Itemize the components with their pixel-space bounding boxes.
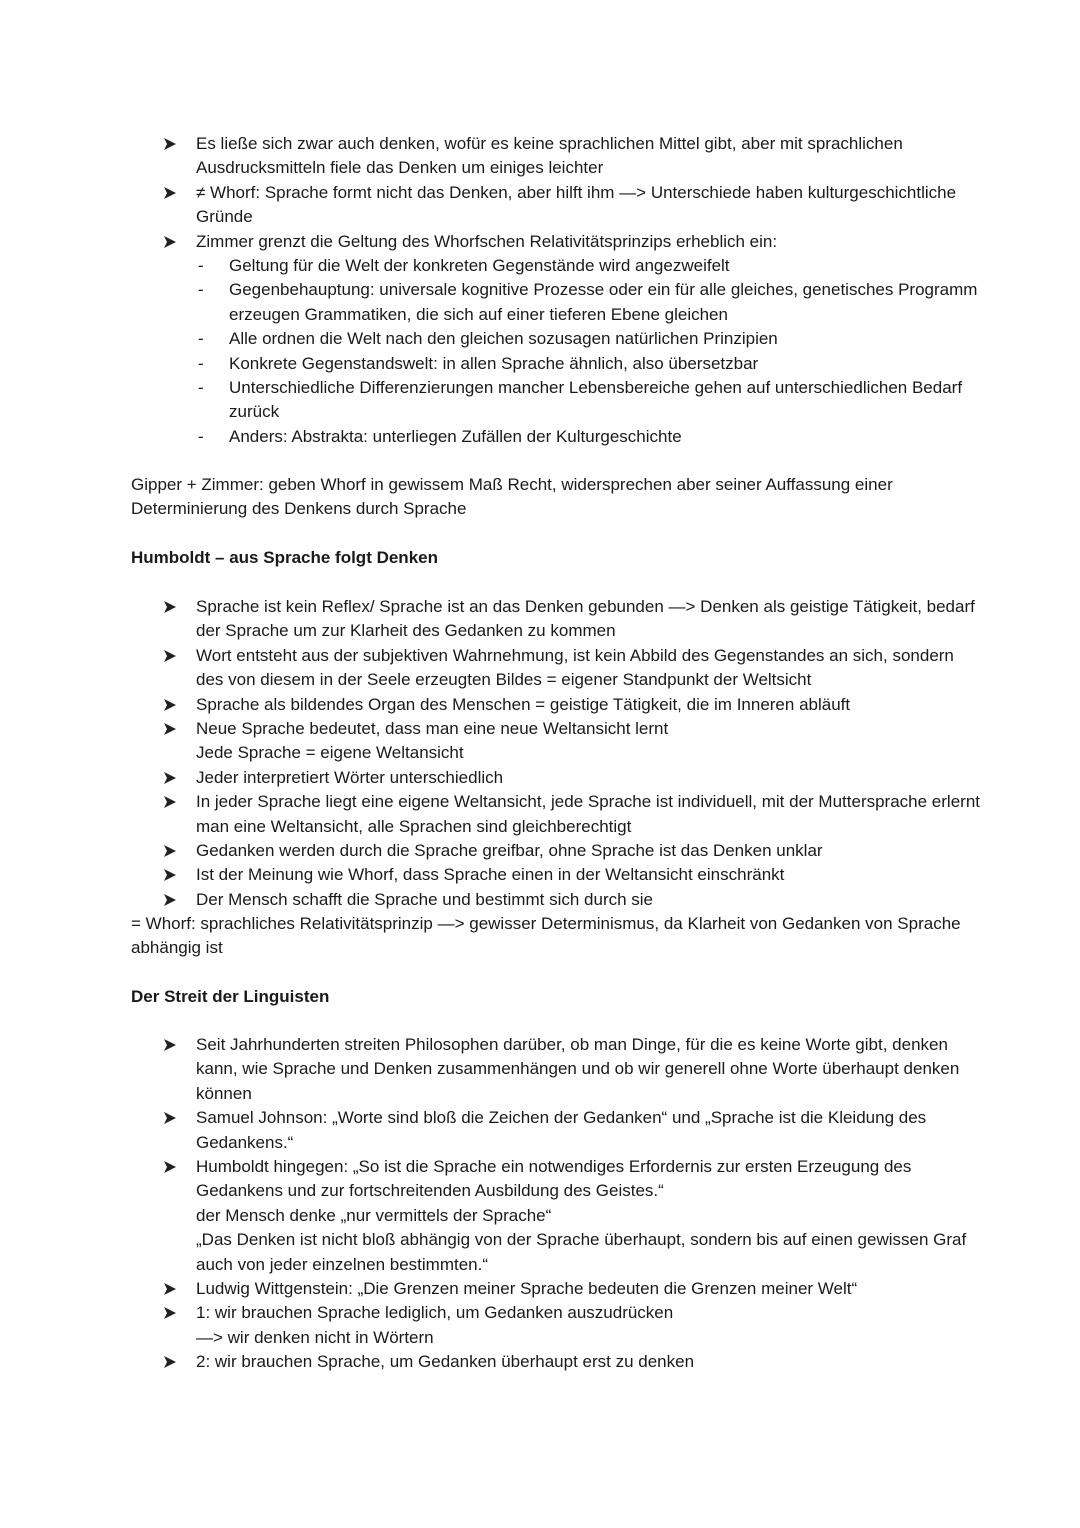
sub-list-item: - Anders: Abstrakta: unterliegen Zufällen der Kulturgeschichte <box>198 425 983 449</box>
bullet-list <box>163 1033 983 1375</box>
bullet-list <box>163 132 983 254</box>
section-whorf-critique <box>163 132 983 449</box>
dash-sublist <box>163 254 983 449</box>
list-item: Seit Jahrhunderten streiten Philosophen darüber, ob man Dinge, für die es keine Worte gibt, denken kann, wie Sprache und Denken zusammenhängen und ob wir generell ohne Worte überhaupt denken können <box>163 1033 983 1106</box>
list-item: Sprache ist kein Reflex/ Sprache ist an das Denken gebunden —> Denken als geistige Tätigkeit, bedarf der Sprache um zur Klarheit des Gedanken zu kommen <box>163 595 983 644</box>
list-item <box>163 230 983 254</box>
section-streit <box>163 1033 983 1375</box>
sub-list-item: - Konkrete Gegenstandswelt: in allen Sprache ähnlich, also übersetzbar <box>198 352 983 376</box>
list-item: Sprache als bildendes Organ des Menschen = geistige Tätigkeit, die im Inneren abläuft <box>163 693 983 717</box>
arrowhead-bullet-icon <box>163 839 181 858</box>
bullet-list <box>163 595 983 912</box>
list-item: Jeder interpretiert Wörter unterschiedlich <box>163 766 983 790</box>
sub-list-item: - Geltung für die Welt der konkreten Gegenstände wird angezweifelt <box>198 254 983 278</box>
list-item: Humboldt hingegen: „So ist die Sprache ein notwendiges Erfordernis zur ersten Erzeugung des Gedankens und zur fortschreitenden Ausbildung des Geistes.“ der Mensch denke „nur vermittels der Sprache“ „Das Denken ist nicht bloß abhängig von der Sprache überhaupt, sondern bis auf einen gewissen Graf auch von jeder einzelnen bestimmten.“ <box>163 1155 983 1277</box>
arrowhead-bullet-icon <box>163 230 181 249</box>
arrowhead-bullet-icon <box>163 790 181 809</box>
arrowhead-bullet-icon <box>163 863 181 882</box>
dash-bullet: - <box>198 378 204 398</box>
arrowhead-bullet-icon <box>163 181 181 200</box>
dash-bullet: - <box>198 426 204 446</box>
arrowhead-bullet-icon <box>163 693 181 712</box>
list-item <box>163 181 983 230</box>
bullet-text: Es ließe sich zwar auch denken, wofür es keine sprachlichen Mittel gibt, aber mit sprachlichen Ausdrucksmitteln fiele das Denken um einiges leichter <box>196 134 903 178</box>
arrowhead-bullet-icon <box>163 644 181 663</box>
section-heading-streit: Der Streit der Linguisten <box>131 987 330 1006</box>
bullet-text: ≠ Whorf: Sprache formt nicht das Denken, aber hilft ihm —> Unterschiede haben kulturgeschichtliche Gründe <box>196 182 957 227</box>
list-item: Der Mensch schafft die Sprache und bestimmt sich durch sie <box>163 888 983 912</box>
gipper-paragraph: Gipper + Zimmer: geben Whorf in gewissem Maß Recht, widersprechen aber seiner Auffassung einer Determinierung des Denkens durch Sprache <box>131 475 893 519</box>
arrowhead-bullet-icon <box>163 766 181 785</box>
section-humboldt <box>163 595 983 912</box>
list-item: Gedanken werden durch die Sprache greifbar, ohne Sprache ist das Denken unklar <box>163 839 983 863</box>
arrowhead-bullet-icon <box>163 595 181 614</box>
list-item <box>163 132 983 181</box>
arrowhead-bullet-icon <box>163 132 181 151</box>
sub-list-item: - Unterschiedliche Differenzierungen mancher Lebensbereiche gehen auf unterschiedlichen Bedarf zurück <box>198 378 963 422</box>
dash-bullet: - <box>198 280 204 300</box>
arrowhead-bullet-icon <box>163 1277 181 1296</box>
arrowhead-bullet-icon <box>163 1155 181 1174</box>
humboldt-conclusion: = Whorf: sprachliches Relativitätsprinzip —> gewisser Determinismus, da Klarheit von Gedanken von Sprache abhängig ist <box>131 914 961 958</box>
dash-bullet: - <box>198 256 204 276</box>
arrowhead-bullet-icon <box>163 717 181 736</box>
list-item: Samuel Johnson: „Worte sind bloß die Zeichen der Gedanken“ und „Sprache ist die Kleidung des Gedankens.“ <box>163 1106 983 1155</box>
list-item: Ludwig Wittgenstein: „Die Grenzen meiner Sprache bedeuten die Grenzen meiner Welt“ <box>163 1277 983 1301</box>
dash-bullet: - <box>198 329 204 349</box>
section-heading-humboldt: Humboldt – aus Sprache folgt Denken <box>131 548 438 567</box>
arrowhead-bullet-icon <box>163 888 181 907</box>
list-item: Neue Sprache bedeutet, dass man eine neue Weltansicht lernt Jede Sprache = eigene Weltansicht <box>163 717 983 766</box>
arrowhead-bullet-icon <box>163 1106 181 1125</box>
sub-list-item: - Alle ordnen die Welt nach den gleichen sozusagen natürlichen Prinzipien <box>198 327 983 351</box>
list-item: Wort entsteht aus der subjektiven Wahrnehmung, ist kein Abbild des Gegenstandes an sich, sondern des von diesem in der Seele erzeugten Bildes = eigener Standpunkt der Weltsicht <box>163 644 983 693</box>
sub-list-item: - Gegenbehauptung: universale kognitive Prozesse oder ein für alle gleiches, genetisches Programm erzeugen Grammatiken, die sich auf einer tieferen Ebene gleichen <box>198 280 978 324</box>
arrowhead-bullet-icon <box>163 1033 181 1052</box>
arrowhead-bullet-icon <box>163 1350 181 1369</box>
list-item: 1: wir brauchen Sprache lediglich, um Gedanken auszudrücken —> wir denken nicht in Wörtern <box>163 1301 983 1350</box>
list-item: In jeder Sprache liegt eine eigene Weltansicht, jede Sprache ist individuell, mit der Muttersprache erlernt man eine Weltansicht, alle Sprachen sind gleichberechtigt <box>163 790 983 839</box>
dash-bullet: - <box>198 353 204 373</box>
list-item: 2: wir brauchen Sprache, um Gedanken überhaupt erst zu denken <box>163 1350 983 1374</box>
arrowhead-bullet-icon <box>163 1301 181 1320</box>
list-item: Ist der Meinung wie Whorf, dass Sprache einen in der Weltansicht einschränkt <box>163 863 983 887</box>
bullet-text: Zimmer grenzt die Geltung des Whorfschen Relativitätsprinzips erheblich ein: <box>196 231 778 251</box>
